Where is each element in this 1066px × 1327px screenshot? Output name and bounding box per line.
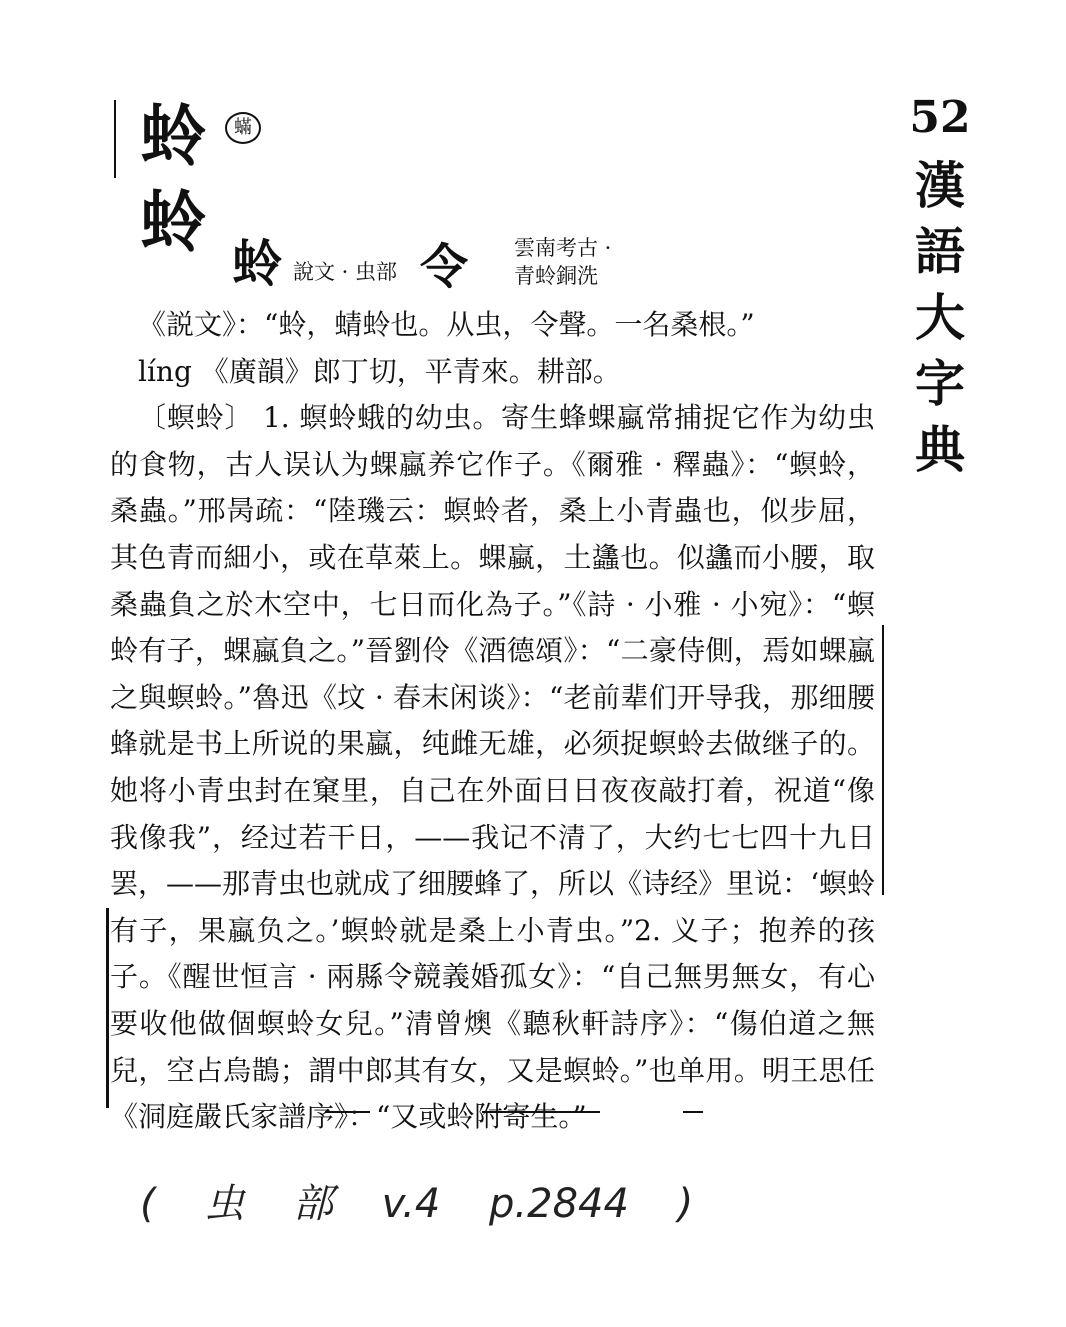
headword: 蛉	[140, 97, 206, 175]
margin-bar-bottom	[106, 908, 109, 1108]
shuowen-citation: 《説文》：“蛉，蜻蛉也。从虫，令聲。一名桑根。”	[138, 308, 755, 341]
source-line: 雲南考古 ·	[514, 236, 612, 260]
bronze-script-glyph: 令	[420, 239, 469, 295]
source-line: 青蛉銅洗	[514, 264, 598, 288]
dictionary-title	[905, 85, 975, 483]
page-number: 52	[909, 92, 971, 143]
pronunciation: líng 《廣韻》郎丁切，平青來。耕部。	[138, 354, 621, 388]
seal-script-glyph: 蛉	[232, 235, 282, 293]
handwritten-note: ( 虫 部 v.4 p.2844 )	[140, 1181, 694, 1227]
entry-body	[110, 302, 875, 1141]
bronze-script-source	[514, 234, 611, 290]
seal-script-source: 說文 · 虫部	[293, 260, 398, 284]
definition: 〔螟蛉〕 1. 螟蛉蛾的幼虫。寄生蜂蜾蠃常捕捉它作为幼虫的食物，古人误认为蜾蠃养它作子。《爾雅 · 釋蟲》：“螟蛉，桑蟲。”邢昺疏：“陸璣云：螟蛉者，桑上小青蟲也，似步屈，其色青而細小，或在草萊上。蜾蠃，土蠭也。似蠭而小腰，取桑蟲負之於木空中，七日而化為子。”《詩 · 小雅 · 小宛》：“螟蛉有子，蜾蠃負之。”晉劉伶《酒德頌》：“二豪侍側，焉如蜾蠃之與螟蛉。”魯迅《坟 · 春末闲谈》：“老前辈们开导我，那细腰蜂就是书上所说的果蠃，纯雌无雄，必须捉螟蛉去做继子的。她将小青虫封在窠里，自己在外面日日夜夜敲打着，祝道“像我像我”，经过若干日，——我记不清了，大约七七四十九日罢，——那青虫也就成了细腰蜂了，所以《诗经》里说：‘螟蛉有子，果蠃负之。’螟蛉就是桑上小青虫。”2. 义子；抱养的孩子。《醒世恒言 · 兩縣令競義婚孤女》：“自己無男無女，有心要收他做個螟蛉女兒。”清曾燠《聽秋軒詩序》：“傷伯道之無兒，空占烏鵲；謂中郎其有女，又是螟蛉。”也单用。明王思任《洞庭嚴氏家譜序》：“又或蛉附寄生。”	[110, 401, 875, 1134]
dictionary-name: 漢語大字典	[915, 156, 965, 479]
margin-bar-right	[882, 625, 884, 895]
headword-variant: 蛉	[140, 183, 206, 261]
circled-character: 蟎	[225, 112, 261, 144]
margin-bar-top	[114, 100, 116, 178]
